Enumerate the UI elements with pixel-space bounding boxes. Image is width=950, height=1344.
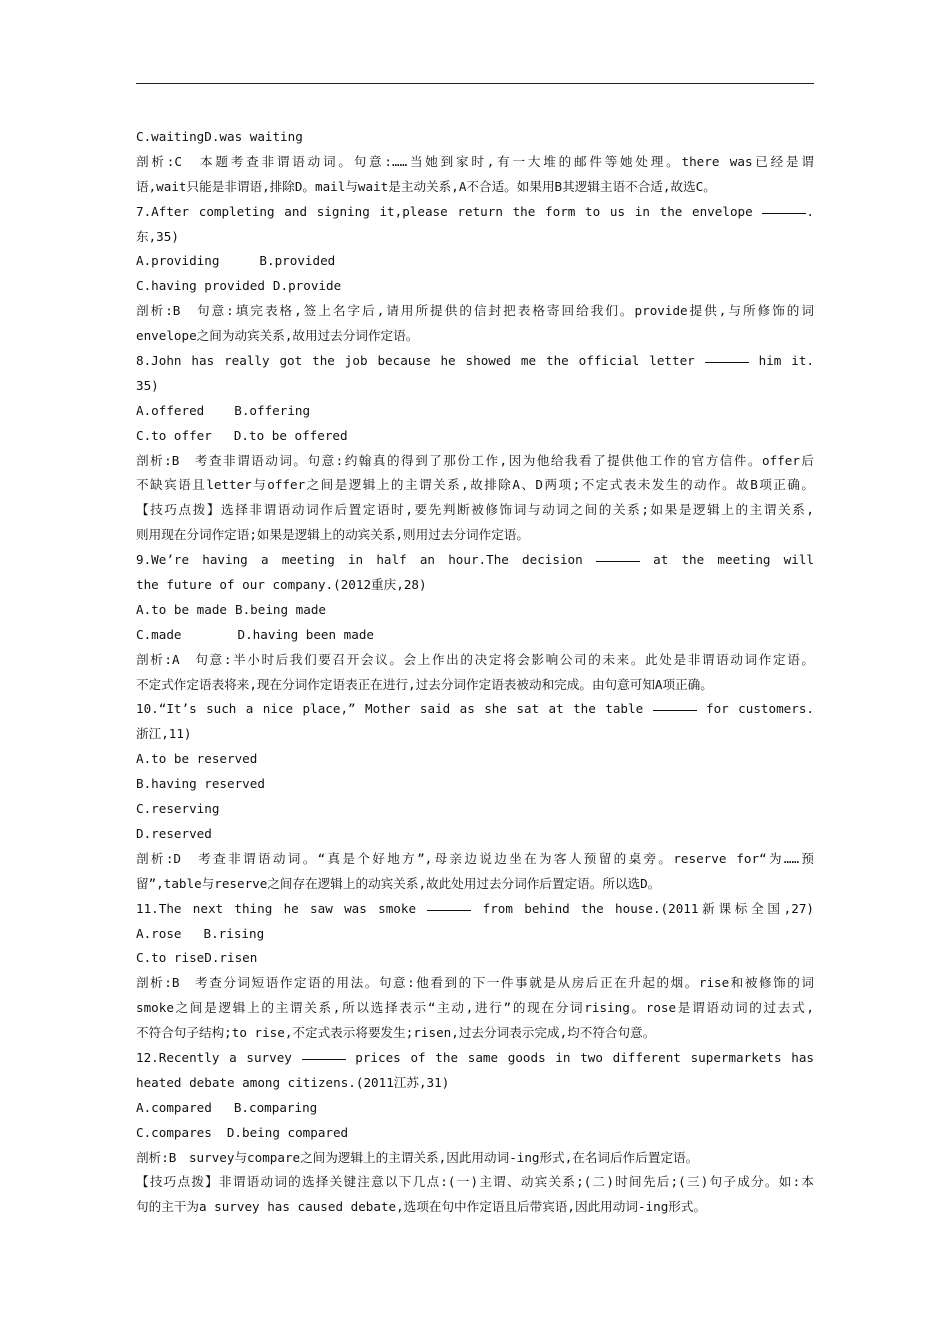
q9-stem-tail: at the meeting will <box>653 552 814 568</box>
q10-analysis-line-2: 留”,table与reserve之间存在逻辑上的动宾关系,故此处用过去分词作后置定语。所以选D。 <box>136 875 661 891</box>
q7-stem-line-1 <box>136 200 814 225</box>
q11-analysis-line-3: 不符合句子结构;to rise,不定式表示将要发生;risen,过去分词表示完成,均不符合句意。 <box>136 1025 656 1041</box>
q7-stem-text: 7.After completing and signing it,please return the form to us in the envelope <box>136 203 753 219</box>
answer-blank <box>302 1059 346 1060</box>
q7-analysis-line-2: envelope之间为动宾关系,故用过去分词作定语。 <box>136 328 419 344</box>
answer-blank <box>705 362 749 363</box>
q9-options-cd <box>136 623 814 648</box>
q8-stem-text: 8.John has really got the job because he showed me the official letter <box>136 353 695 369</box>
q12-analysis-line-1: 剖析:B survey与compare之间为逻辑上的主谓关系,因此用动词-ing形式,在名词后作后置定语。 <box>136 1149 699 1165</box>
q12-options-ab <box>136 1096 814 1121</box>
q12-stem-tail: prices of the same goods in two different supermarkets has <box>355 1049 814 1065</box>
q9-analysis-line-1: 剖析:A 句意:半小时后我们要召开会议。会上作出的决定将会影响公司的未来。此处是非谓语动词作定语。 <box>136 651 814 667</box>
q8-stem-line-2: 35) <box>136 377 159 393</box>
q10-option-c: C.reserving <box>136 801 220 817</box>
q9-option-d: D.having been made <box>237 626 374 642</box>
q8-analysis-line-2: 不缺宾语且letter与offer之间是逻辑上的主谓关系,故排除A、D两项;不定式表未发生的动作。故B项正确。 <box>136 477 814 493</box>
q7-options-cd <box>136 274 814 299</box>
q11-option-b: B.rising <box>203 925 265 941</box>
q9-option-c: C.made <box>136 626 182 642</box>
q8-option-a: A.offered <box>136 402 205 418</box>
q10-stem-line-2: 浙江,11) <box>136 726 192 742</box>
q10-stem-text: 10.“It’s such a nice place,” Mother said as she sat at the table <box>136 701 644 717</box>
q8-tip-line-1: 【技巧点拨】选择非谓语动词作后置定语时,要先判断被修饰词与动词之间的关系;如果是逻辑上的主谓关系, <box>136 502 814 518</box>
header-rule <box>136 83 814 84</box>
answer-blank <box>762 213 806 214</box>
q9-stem-line-1 <box>136 548 814 573</box>
q6-analysis-line-1: 剖析:C 本题考查非谓语动词。句意:……当她到家时,有一大堆的邮件等她处理。there was已经是谓 <box>136 153 814 169</box>
q12-option-c: C.compares <box>136 1124 212 1140</box>
q7-option-d: D.provide <box>272 278 342 294</box>
q8-option-b: B.offering <box>234 402 311 418</box>
q12-option-b: B.comparing <box>233 1099 318 1115</box>
q11-analysis-line-1: 剖析:B 考查分词短语作定语的用法。句意:他看到的下一件事就是从房后正在升起的烟。rise和被修饰的词 <box>136 975 814 991</box>
q7-stem-source: . <box>806 203 814 219</box>
q10-option-b: B.having reserved <box>136 776 265 792</box>
answer-blank <box>427 910 471 911</box>
q7-options-ab <box>136 249 814 274</box>
q9-option-a: A.to be made <box>136 601 227 617</box>
q9-option-b: B.being made <box>235 601 326 617</box>
q9-stem-text: 9.We’re having a meeting in half an hour.The decision <box>136 552 583 568</box>
q12-option-a: A.compared <box>136 1099 212 1115</box>
q11-stem-text: 11.The next thing he saw was smoke <box>136 900 417 916</box>
q10-stem-tail: for customers. <box>706 701 814 717</box>
q12-stem-line-2: heated debate among citizens.(2011江苏,31) <box>136 1074 450 1090</box>
q11-option-a: A.rose <box>136 925 182 941</box>
document-body <box>136 125 814 1220</box>
q7-option-a: A.providing <box>136 253 220 269</box>
q10-option-d: D.reserved <box>136 825 212 841</box>
q12-options-cd <box>136 1121 814 1146</box>
q8-stem-tail: him it. <box>758 353 814 369</box>
q11-stem-line-1 <box>136 897 814 922</box>
q11-analysis-line-2: smoke之间是逻辑上的主谓关系,所以选择表示“主动,进行”的现在分词rising。rose是谓语动词的过去式, <box>136 1000 814 1016</box>
q10-analysis-line-1: 剖析:D 考查非谓语动词。“真是个好地方”,母亲边说边坐在为客人预留的桌旁。reserve for“为……预 <box>136 850 814 866</box>
q7-option-c: C.having provided <box>136 278 265 294</box>
q8-options-cd <box>136 424 814 449</box>
q12-tip-line-1: 【技巧点拨】非谓语动词的选择关键注意以下几点:(一)主谓、动宾关系;(二)时间先后;(三)句子成分。如:本 <box>136 1174 814 1190</box>
q9-options-ab <box>136 598 814 623</box>
q8-stem-line-1 <box>136 349 814 374</box>
q11-options-cd: C.to riseD.risen <box>136 950 258 966</box>
answer-blank <box>596 561 640 562</box>
q7-analysis-line-1: 剖析:B 句意:填完表格,签上名字后,请用所提供的信封把表格寄回给我们。provide提供,与所修饰的词 <box>136 303 814 319</box>
q11-options-ab <box>136 922 814 947</box>
q11-stem-tail: from behind the house.(2011新课标全国,27) <box>482 900 814 916</box>
q12-stem-text: 12.Recently a survey <box>136 1049 292 1065</box>
q8-tip-line-2: 则用现在分词作定语;如果是逻辑上的动宾关系,则用过去分词作定语。 <box>136 527 529 543</box>
q8-option-c: C.to offer <box>136 427 212 443</box>
q10-option-a: A.to be reserved <box>136 751 258 767</box>
q7-stem-line-2: 东,35) <box>136 228 179 244</box>
q8-option-d: D.to be offered <box>233 427 348 443</box>
q10-stem-line-1 <box>136 697 814 722</box>
q12-tip-line-2: 句的主干为a survey has caused debate,选项在句中作定语且后带宾语,因此用动词-ing形式。 <box>136 1199 707 1215</box>
q12-stem-line-1 <box>136 1046 814 1071</box>
answer-blank <box>653 710 697 711</box>
q8-options-ab <box>136 399 814 424</box>
q7-option-b: B.provided <box>259 253 336 269</box>
q12-option-d: D.being compared <box>226 1124 349 1140</box>
q6-analysis-line-2: 语,wait只能是非谓语,排除D。mail与wait是主动关系,A不合适。如果用B其逻辑主语不合适,故选C。 <box>136 178 716 194</box>
q8-analysis-line-1: 剖析:B 考查非谓语动词。句意:约翰真的得到了那份工作,因为他给我看了提供他工作的官方信件。offer后 <box>136 452 814 468</box>
q6-options: C.waitingD.was waiting <box>136 129 303 144</box>
q9-stem-line-2: the future of our company.(2012重庆,28) <box>136 577 427 593</box>
q9-analysis-line-2: 不定式作定语表将来,现在分词作定语表正在进行,过去分词作定语表被动和完成。由句意可知A项正确。 <box>136 676 713 692</box>
